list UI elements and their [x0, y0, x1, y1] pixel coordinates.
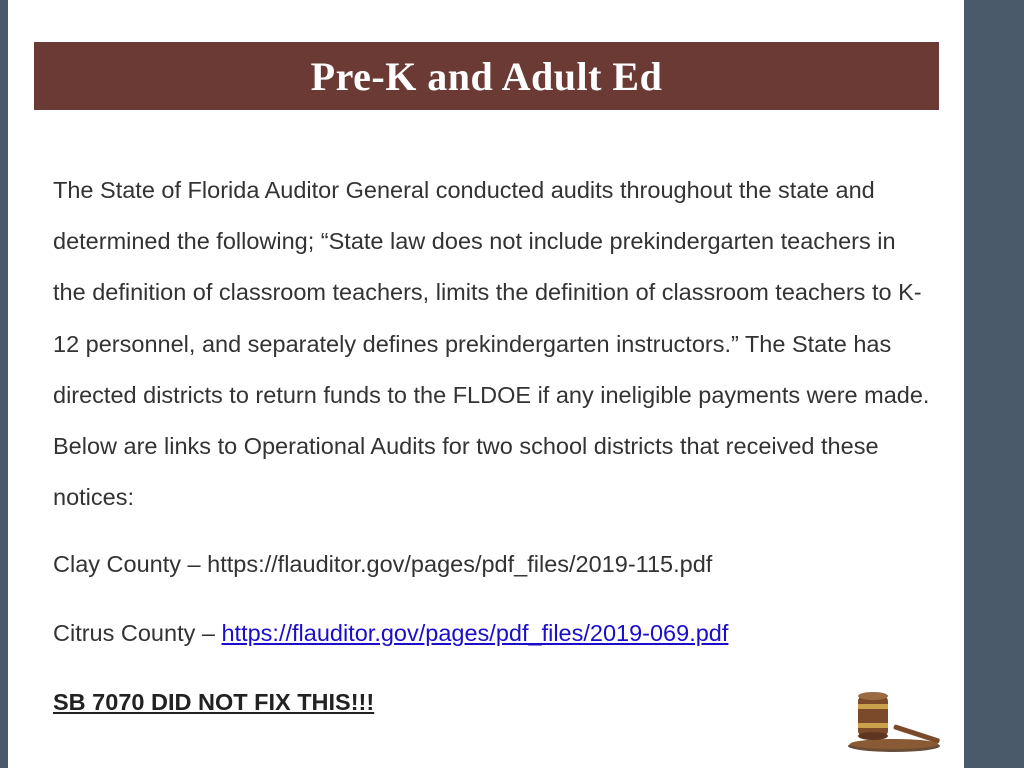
- citrus-county-label: Citrus County –: [53, 620, 222, 646]
- body-paragraph: The State of Florida Auditor General conducted audits throughout the state and determined the following; “State law does not include prekindergarten teachers in the definition of classroom teachers, limits the definition of classroom teachers to K-12 personnel, and separately defines prekindergarten instructors.” The State has directed districts to return funds to the FLDOE if any ineligible payments were made. Below are links to Operational Audits for two school districts that received these notices:: [53, 177, 930, 511]
- citrus-county-line: [53, 620, 728, 647]
- title-bar: [34, 42, 939, 110]
- slide-title: Pre-K and Adult Ed: [310, 53, 663, 99]
- sb7070-notice: SB 7070 DID NOT FIX THIS!!!: [53, 689, 375, 715]
- right-side-panel: [964, 0, 1024, 768]
- gavel-icon: [842, 686, 946, 754]
- citrus-county-link[interactable]: https://flauditor.gov/pages/pdf_files/2019-069.pdf: [221, 620, 729, 646]
- clay-county-url: https://flauditor.gov/pages/pdf_files/2019-115.pdf: [207, 551, 713, 577]
- left-accent-strip: [0, 0, 8, 768]
- clay-county-line: [53, 551, 712, 578]
- clay-county-label: Clay County –: [53, 551, 208, 577]
